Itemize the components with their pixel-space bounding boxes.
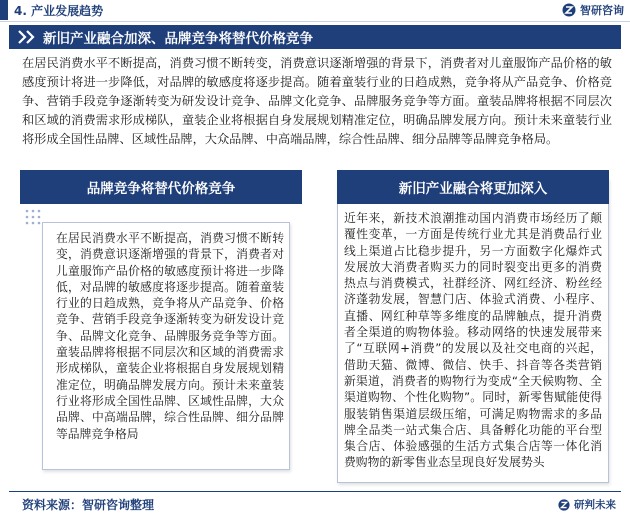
dots-decoration-icon (24, 208, 44, 228)
logo-text: 智研咨询 (580, 4, 624, 17)
zhiyan-logo-icon (558, 499, 570, 511)
header-divider (0, 21, 630, 22)
right-panel-text: 近年来，新技术浪潮推动国内消费市场经历了颠覆性变革，一方面是传统行业尤其是消费品行业线上渠道占比稳步提升，另一方面数字化爆炸式发展放大消费者购买力的同时裂变出更多的消费热点与消费模式，社群经济、网红经济、粉丝经济蓬勃发展，智慧门店、体验式消费、小程序、直播、网红种草等多维度的品牌触点，提升消费者全渠道的购物体验。移动网络的快速发展带来了“互联网+消费”的发展以及社交电商的兴起，借助天猫、微博、微信、快手、抖音等各类营销新渠道，消费者的购物行为变成“全天候购物、全渠道购物、个性化购物”。同时，新零售赋能使得服装销售渠道层级压缩，可满足购物需求的多品牌全品类一站式集合店、具备孵化功能的平台型集合店、体验感强的生活方式集合店等一体化消费购物的新零售业态呈现良好发展势头 (344, 211, 602, 470)
double-chevron-right-icon (15, 25, 41, 49)
page-header (0, 0, 630, 22)
source-note: 资料来源：智研咨询整理 (22, 498, 155, 512)
page-title: 新旧产业融合加深、品牌竞争将替代价格竞争 (43, 31, 313, 47)
brand-logo (562, 2, 624, 18)
section-label: 4. 产业发展趋势 (14, 4, 104, 18)
header-accent-bar (0, 0, 8, 20)
footer-logo-text: 研判未来 (574, 499, 616, 511)
footer-divider (9, 491, 621, 492)
footer-logo (558, 497, 616, 512)
left-panel-heading: 品牌竞争将替代价格竞争 (20, 170, 302, 204)
right-panel-heading: 新旧产业融合将更加深入 (337, 170, 609, 204)
left-panel-text: 在居民消费水平不断提高，消费习惯不断转变，消费意识逐渐增强的背景下，消费者对儿童服饰产品价格的敏感度预计将进一步降低，对品牌的敏感度将逐步提高。随着童装行业的日趋成熟，竞争将从产品竞争、价格竞争、营销手段竞争逐渐转变为研发设计竞争、品牌文化竞争、品牌服务竞争等方面。童装品牌将根据不同层次和区域的消费需求形成梯队，童装企业将根据自身发展规划精准定位，明确品牌发展方向。预计未来童装行业将形成全国性品牌、区域性品牌，大众品牌、中高端品牌，综合性品牌、细分品牌等品牌竞争格局 (56, 231, 284, 441)
title-banner (9, 25, 621, 49)
intro-paragraph: 在居民消费水平不断提高，消费习惯不断转变，消费意识逐渐增强的背景下，消费者对儿童服饰产品价格的敏感度预计将进一步降低，对品牌的敏感度将逐步提高。随着童装行业的日趋成熟，竞争将从产品竞争、价格竞争、营销手段竞争逐渐转变为研发设计竞争、品牌文化竞争、品牌服务竞争等方面。童装品牌将根据不同层次和区域的消费需求形成梯队，童装企业将根据自身发展规划精准定位，明确品牌发展方向。预计未来童装行业将形成全国性品牌、区域性品牌，大众品牌、中高端品牌，综合性品牌、细分品牌等品牌竞争格局。 (22, 56, 612, 146)
zhiyan-logo-icon (562, 3, 576, 17)
